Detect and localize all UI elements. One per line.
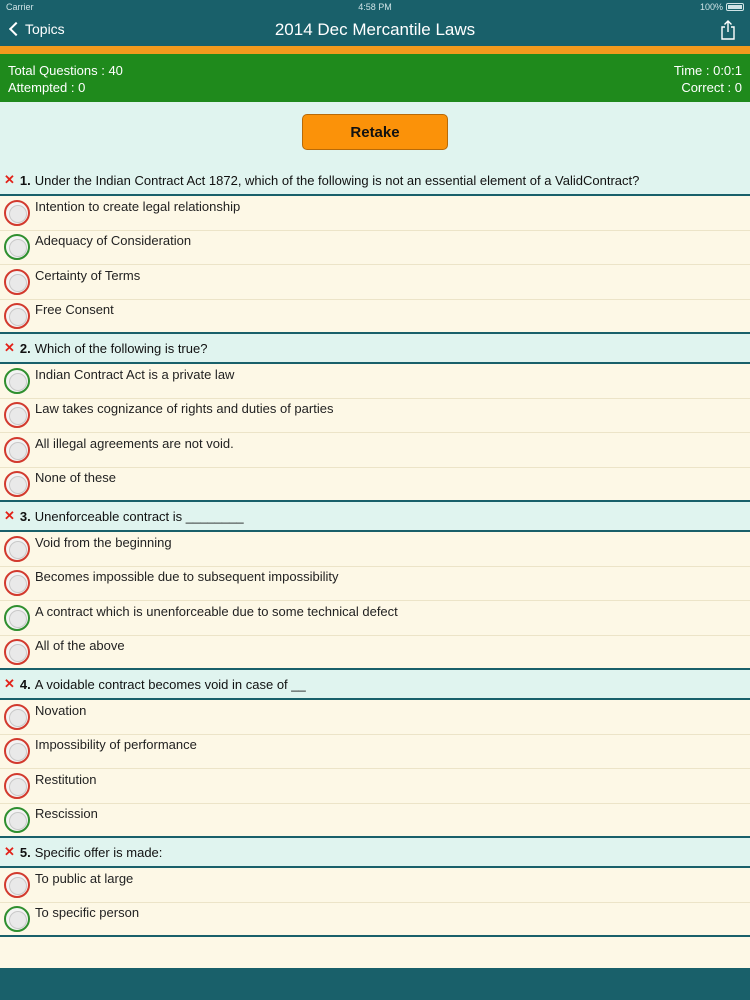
answer-option[interactable]	[0, 231, 750, 266]
quiz-summary	[0, 54, 750, 102]
question-text: Specific offer is made:	[34, 844, 163, 860]
status-time: 4:58 PM	[358, 2, 392, 12]
answer-option[interactable]	[0, 196, 750, 231]
answer-option[interactable]	[0, 903, 750, 938]
answer-option[interactable]	[0, 868, 750, 903]
navigation-bar	[0, 14, 750, 46]
answer-option-label: Indian Contract Act is a private law	[35, 366, 235, 382]
answer-option-label: All of the above	[35, 637, 125, 653]
question-header	[0, 670, 750, 700]
question-number: 4.	[19, 676, 31, 692]
question-block	[0, 502, 750, 670]
answer-option[interactable]	[0, 567, 750, 602]
share-button[interactable]	[720, 20, 736, 40]
question-block	[0, 670, 750, 838]
carrier-label: Carrier	[6, 2, 34, 12]
retake-section	[0, 102, 750, 166]
radio-button-icon[interactable]	[4, 807, 30, 833]
question-text: Unenforceable contract is ________	[34, 508, 244, 524]
answer-option-label: Impossibility of performance	[35, 737, 197, 753]
radio-button-icon[interactable]	[4, 773, 30, 799]
question-header	[0, 334, 750, 364]
answer-option-label: Adequacy of Consideration	[35, 233, 192, 249]
answer-option-label: A contract which is unenforceable due to some technical defect	[35, 603, 398, 619]
questions-container	[0, 166, 750, 937]
answer-option-label: Certainty of Terms	[35, 267, 141, 283]
answer-option[interactable]	[0, 265, 750, 300]
answer-option-label: All illegal agreements are not void.	[35, 435, 234, 451]
total-questions: Total Questions : 40	[8, 63, 123, 78]
answer-option-label: To specific person	[35, 904, 140, 920]
bottom-toolbar	[0, 968, 750, 1000]
radio-button-icon[interactable]	[4, 234, 30, 260]
wrong-mark-icon: ✕	[4, 508, 15, 523]
radio-button-icon[interactable]	[4, 402, 30, 428]
radio-button-icon[interactable]	[4, 605, 30, 631]
answer-option-label: None of these	[35, 469, 116, 485]
answer-option[interactable]	[0, 433, 750, 468]
question-number: 3.	[19, 508, 31, 524]
back-label: Topics	[25, 21, 65, 37]
question-list	[0, 102, 750, 968]
question-header	[0, 502, 750, 532]
question-number: 5.	[19, 844, 31, 860]
answer-option-label: Rescission	[35, 805, 98, 821]
answer-option[interactable]	[0, 364, 750, 399]
battery-percent: 100%	[699, 2, 723, 12]
wrong-mark-icon: ✕	[4, 676, 15, 691]
question-text: Under the Indian Contract Act 1872, which of the following is not an essential element of a ValidContract?	[34, 172, 640, 188]
answer-option-label: Novation	[35, 702, 87, 718]
radio-button-icon[interactable]	[4, 738, 30, 764]
question-number: 2.	[19, 340, 31, 356]
answer-option[interactable]	[0, 399, 750, 434]
answer-option-label: Law takes cognizance of rights and duties of parties	[35, 401, 334, 417]
answer-option[interactable]	[0, 735, 750, 770]
correct-count: Correct : 0	[681, 80, 742, 95]
question-block	[0, 334, 750, 502]
radio-button-icon[interactable]	[4, 639, 30, 665]
question-text: A voidable contract becomes void in case of __	[34, 676, 306, 692]
battery-indicator	[700, 2, 744, 12]
question-header	[0, 838, 750, 868]
accent-strip	[0, 46, 750, 54]
radio-button-icon[interactable]	[4, 471, 30, 497]
answer-option[interactable]	[0, 468, 750, 503]
attempted-count: Attempted : 0	[8, 80, 86, 95]
share-icon	[720, 20, 736, 40]
status-bar	[0, 0, 750, 14]
elapsed-time: Time : 0:0:1	[673, 63, 742, 78]
radio-button-icon[interactable]	[4, 368, 30, 394]
answer-option-label: Intention to create legal relationship	[35, 198, 241, 214]
radio-button-icon[interactable]	[4, 704, 30, 730]
answer-option-label: Restitution	[35, 771, 97, 787]
answer-option[interactable]	[0, 601, 750, 636]
radio-button-icon[interactable]	[4, 906, 30, 932]
answer-option[interactable]	[0, 636, 750, 671]
battery-icon	[726, 3, 744, 11]
answer-option[interactable]	[0, 700, 750, 735]
radio-button-icon[interactable]	[4, 269, 30, 295]
wrong-mark-icon: ✕	[4, 340, 15, 355]
question-text: Which of the following is true?	[34, 340, 208, 356]
radio-button-icon[interactable]	[4, 536, 30, 562]
radio-button-icon[interactable]	[4, 437, 30, 463]
radio-button-icon[interactable]	[4, 872, 30, 898]
answer-option-label: Free Consent	[35, 301, 114, 317]
radio-button-icon[interactable]	[4, 303, 30, 329]
radio-button-icon[interactable]	[4, 570, 30, 596]
question-number: 1.	[19, 172, 31, 188]
answer-option[interactable]	[0, 300, 750, 335]
answer-option-label: Becomes impossible due to subsequent impossibility	[35, 569, 339, 585]
answer-option[interactable]	[0, 804, 750, 839]
retake-button[interactable]: Retake	[302, 114, 448, 150]
radio-button-icon[interactable]	[4, 200, 30, 226]
wrong-mark-icon: ✕	[4, 844, 15, 859]
page-title: 2014 Dec Mercantile Laws	[274, 20, 476, 39]
question-block	[0, 838, 750, 937]
question-block	[0, 166, 750, 334]
wrong-mark-icon: ✕	[4, 172, 15, 187]
answer-option[interactable]	[0, 532, 750, 567]
answer-option[interactable]	[0, 769, 750, 804]
answer-option-label: To public at large	[35, 870, 134, 886]
question-header	[0, 166, 750, 196]
answer-option-label: Void from the beginning	[35, 534, 172, 550]
